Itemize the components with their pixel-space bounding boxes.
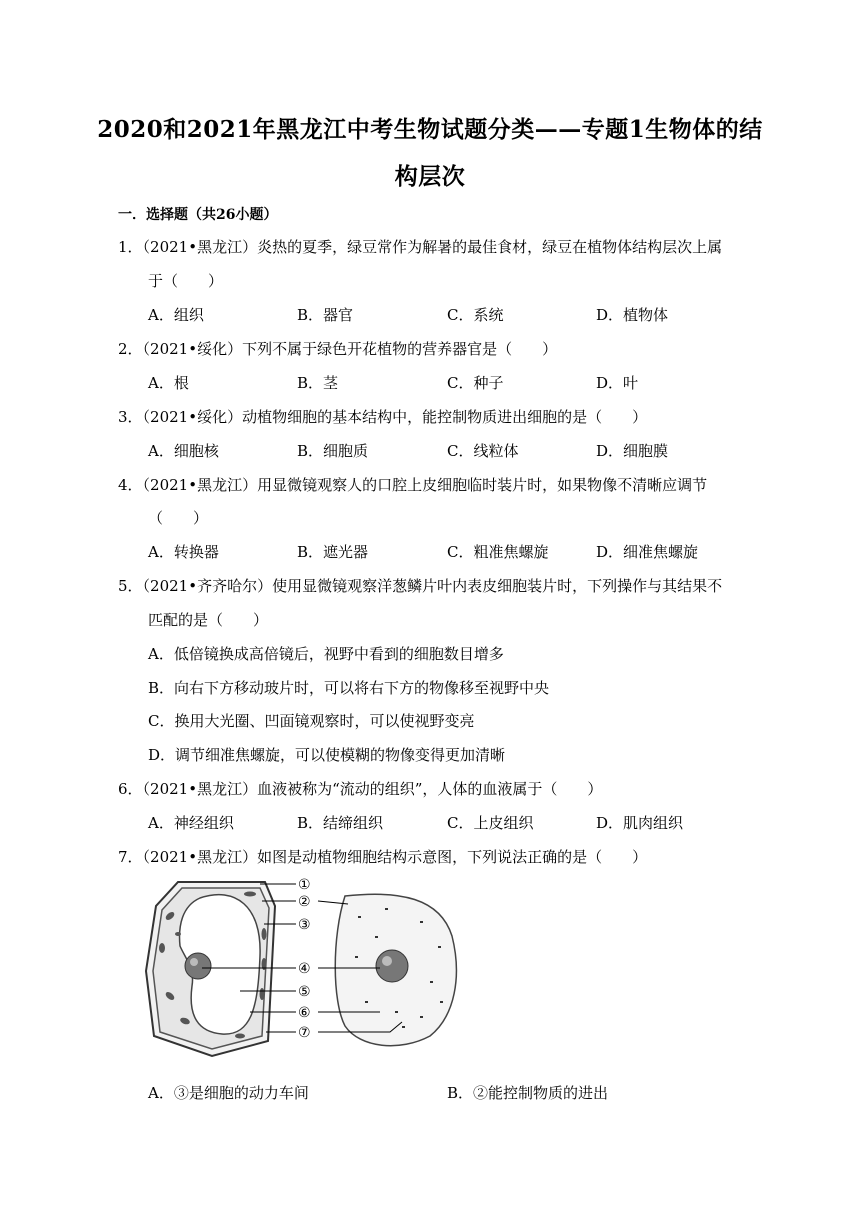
label-4: ④	[298, 961, 311, 977]
question-3-option-c: C．线粒体	[447, 442, 519, 460]
cell-structure-diagram	[140, 876, 480, 1061]
question-5-line-1: 5．（2021•齐齐哈尔）使用显微镜观察洋葱鳞片叶内表皮细胞装片时，下列操作与其结果不	[118, 577, 723, 595]
nucleus-highlight	[190, 958, 198, 966]
question-3-option-d: D．细胞膜	[596, 442, 669, 460]
question-5-option-d: D．调节细准焦螺旋，可以使模糊的物像变得更加清晰	[148, 746, 506, 764]
question-6-line-1: 6．（2021•黑龙江）血液被称为“流动的组织”，人体的血液属于（ ）	[118, 780, 603, 798]
question-6-option-c: C．上皮组织	[447, 814, 534, 832]
question-4-option-c: C．粗准焦螺旋	[447, 543, 549, 561]
section-heading: 一．选择题（共26小题）	[118, 207, 278, 223]
question-5-line-2: 匹配的是（ ）	[148, 611, 269, 629]
label-3: ③	[298, 917, 311, 933]
animal-cell-nucleus	[376, 950, 408, 982]
question-2-option-b: B．茎	[297, 374, 339, 392]
question-2-line-1: 2．（2021•绥化）下列不属于绿色开花植物的营养器官是（ ）	[118, 340, 558, 358]
question-4-option-d: D．细准焦螺旋	[596, 543, 699, 561]
question-4-option-b: B．遮光器	[297, 543, 369, 561]
label-1: ①	[298, 877, 311, 893]
label-6: ⑥	[298, 1005, 311, 1021]
label-7: ⑦	[298, 1025, 311, 1041]
question-4-line-1: 4．（2021•黑龙江）用显微镜观察人的口腔上皮细胞临时装片时，如果物像不清晰应调节	[118, 476, 708, 494]
question-7-option-b: B．②能控制物质的进出	[447, 1084, 609, 1102]
page-title-line-1: 2020和2021年黑龙江中考生物试题分类——专题1生物体的结	[97, 116, 763, 143]
label-5: ⑤	[298, 984, 311, 1000]
question-4-option-a: A．转换器	[148, 543, 219, 561]
page-title-line-2: 构层次	[394, 163, 466, 190]
question-3-option-b: B．细胞质	[297, 442, 369, 460]
question-2-option-c: C．种子	[447, 374, 504, 392]
question-1-option-a: A．组织	[148, 306, 204, 324]
label-2: ②	[298, 894, 311, 910]
diagram-labels	[298, 877, 311, 1041]
question-7-line-1: 7．（2021•黑龙江）如图是动植物细胞结构示意图，下列说法正确的是（ ）	[118, 848, 648, 866]
question-1-option-d: D．植物体	[596, 306, 669, 324]
question-1-line-1: 1．（2021•黑龙江）炎热的夏季，绿豆常作为解暑的最佳食材，绿豆在植物体结构层次上属	[118, 238, 723, 256]
question-4-line-2: （ ）	[148, 509, 209, 527]
question-5-option-a: A．低倍镜换成高倍镜后，视野中看到的细胞数目增多	[148, 645, 504, 663]
plant-cell-nucleus	[185, 953, 211, 979]
question-5-option-c: C．换用大光圈、凹面镜观察时，可以使视野变亮	[148, 712, 475, 730]
question-3-option-a: A．细胞核	[148, 442, 219, 460]
question-1-option-b: B．器官	[297, 306, 354, 324]
question-6-option-d: D．肌肉组织	[596, 814, 684, 832]
animal-nucleus-highlight	[382, 956, 392, 966]
question-2-option-d: D．叶	[596, 374, 639, 392]
question-7-option-a: A．③是细胞的动力车间	[148, 1084, 309, 1102]
question-6-option-b: B．结缔组织	[297, 814, 384, 832]
question-6-option-a: A．神经组织	[148, 814, 234, 832]
question-5-option-b: B．向右下方移动玻片时，可以将右下方的物像移至视野中央	[148, 679, 550, 697]
question-1-option-c: C．系统	[447, 306, 504, 324]
question-2-option-a: A．根	[148, 374, 189, 392]
question-1-line-2: 于（ ）	[148, 272, 224, 290]
question-3-line-1: 3．（2021•绥化）动植物细胞的基本结构中，能控制物质进出细胞的是（ ）	[118, 408, 648, 426]
